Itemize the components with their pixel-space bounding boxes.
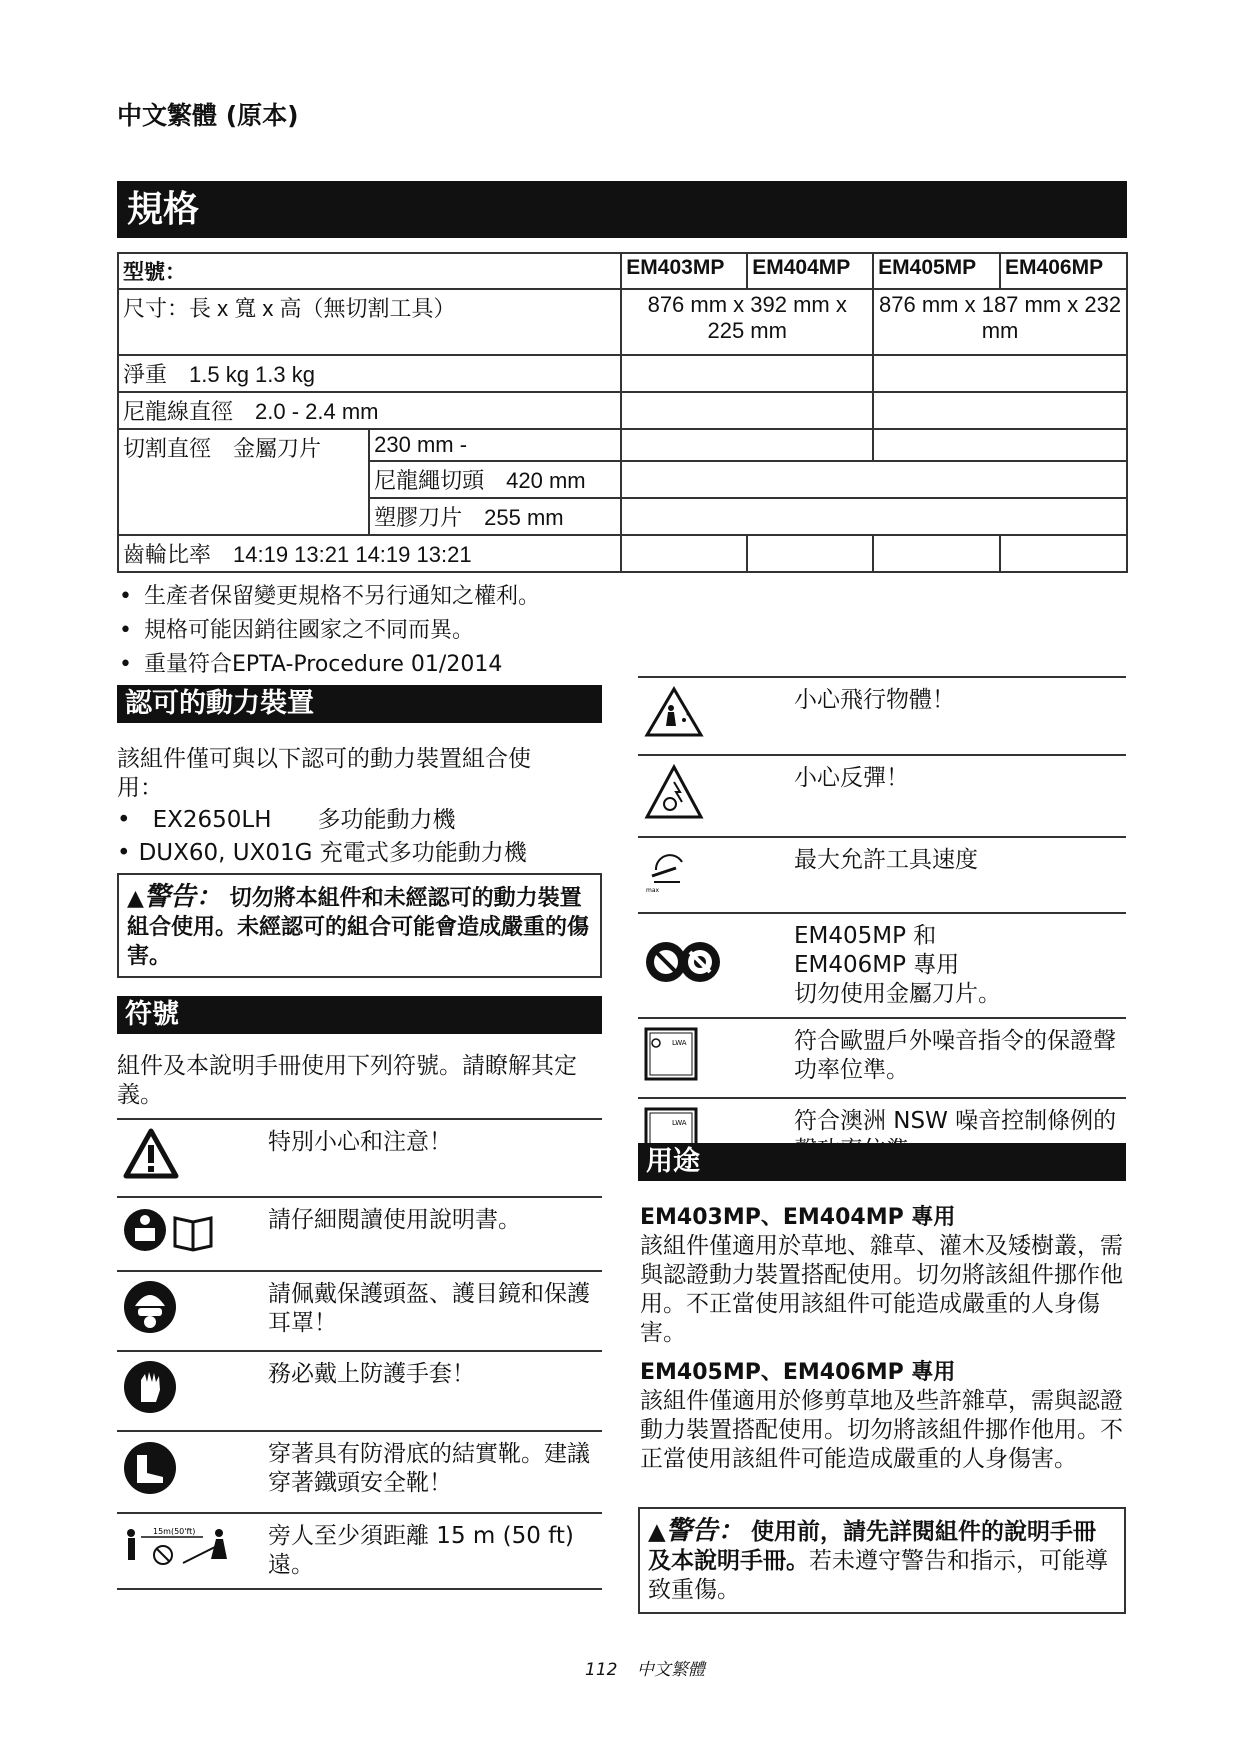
svg-text:max: max	[646, 887, 660, 894]
eu-noise-level-icon	[638, 1018, 788, 1098]
warning-icon: ▲	[127, 886, 144, 911]
symbol-text: 符合澳洲 NSW 噪音控制條例的	[788, 1098, 1126, 1178]
usage-sub1: EM403MP、EM404MP 專用	[640, 1205, 956, 1230]
spec-table	[117, 252, 1128, 573]
table-row	[118, 355, 1127, 392]
warning-text: 切勿將本組件和未經認可的動力裝置組合使用。未經認可的組合可能會造成嚴重的傷害。	[127, 886, 590, 969]
cut-metal: 230 mm -	[369, 429, 621, 461]
table-row	[118, 289, 1127, 355]
list-item: • DUX60, UX01G 充電式多功能動力機	[117, 840, 527, 866]
model-em403: EM403MP	[621, 253, 747, 289]
warning-icon: ▲	[648, 1519, 666, 1545]
table-row	[638, 913, 1126, 1018]
cut-plastic: 塑膠刀片 255 mm	[369, 498, 621, 535]
warning-text: 若未遵守警告和指示，可能導致重傷。	[648, 1548, 1108, 1603]
approved-list	[117, 806, 597, 868]
page-number: 112	[585, 1660, 618, 1680]
table-row	[638, 1018, 1126, 1098]
protective-gloves-icon	[117, 1351, 262, 1431]
language-title: 中文繁體 (原本)	[117, 101, 299, 130]
symbol-text: 請佩戴保護頭盔、護目鏡和保護耳罩！	[262, 1271, 602, 1351]
symbol-text: EM405MP 和 EM406MP 專用 切勿使用金屬刀片。	[788, 913, 1126, 1018]
warning-word: 警告：	[665, 1516, 744, 1546]
net-weight: 淨重 1.5 kg 1.3 kg	[118, 355, 621, 392]
no-metal-blade-icon	[638, 913, 788, 1018]
symbol-text: 小心飛行物體！	[788, 677, 1126, 755]
table-row	[117, 1197, 602, 1271]
svg-text:LWA: LWA	[672, 1039, 687, 1047]
model-em406: EM406MP	[1000, 253, 1127, 289]
flying-objects-icon	[638, 677, 788, 755]
table-row	[638, 755, 1126, 837]
note-item: • 生產者保留變更規格不另行通知之權利。	[117, 580, 540, 614]
usage-warning-box	[638, 1507, 1126, 1614]
symbols-section-title: 符號	[117, 996, 602, 1034]
read-manual-icon	[117, 1197, 262, 1271]
symbol-text: 旁人至少須距離 15 m (50 ft) 遠。	[262, 1513, 602, 1589]
symbol-text: 最大允許工具速度	[788, 837, 1126, 913]
dimensions-label: 尺寸：長 x 寬 x 高（無切割工具）	[118, 289, 621, 355]
symbols-intro: 組件及本說明手冊使用下列符號。請瞭解其定義。	[117, 1053, 577, 1108]
note-item: • 重量符合EPTA-Procedure 01/2014	[117, 648, 540, 682]
kickback-icon	[638, 755, 788, 837]
model-em404: EM404MP	[747, 253, 873, 289]
usage-section-title: 用途	[638, 1143, 1126, 1181]
keep-distance-icon	[117, 1513, 262, 1589]
approved-section-title: 認可的動力裝置	[117, 685, 602, 723]
max-speed-icon	[638, 837, 788, 913]
gear-ratio: 齒輪比率 14:19 13:21 14:19 13:21	[118, 535, 621, 572]
symbol-text: 務必戴上防護手套！	[262, 1351, 602, 1431]
table-row	[118, 253, 1127, 289]
model-label: 型號：	[118, 253, 621, 289]
spec-notes	[117, 580, 540, 682]
table-row	[117, 1513, 602, 1589]
symbol-text: 穿著具有防滑底的結實靴。建議穿著鐵頭安全靴！	[262, 1431, 602, 1513]
symbol-text: 特別小心和注意！	[262, 1119, 602, 1197]
nylon-diameter: 尼龍線直徑 2.0 - 2.4 mm	[118, 392, 621, 429]
table-row	[118, 429, 1127, 461]
cut-diameter-label: 切割直徑 金屬刀片	[118, 429, 369, 535]
usage-sub2: EM405MP、EM406MP 專用	[640, 1360, 956, 1385]
helmet-goggles-ear-protection-icon	[117, 1271, 262, 1351]
usage-text2: 該組件僅適用於修剪草地及些許雜草，需與認證動力裝置搭配使用。切勿將該組件挪作他用。不正當使用該組件可能造成嚴重的人身傷害。	[640, 1388, 1123, 1472]
symbol-text: 符合歐盟戶外噪音指令的保證聲功率位準。	[788, 1018, 1126, 1098]
table-row	[117, 1431, 602, 1513]
cut-nylon: 尼龍繩切頭 420 mm	[369, 461, 621, 498]
warning-word: 警告：	[143, 882, 222, 912]
list-item: • EX2650LH 多功能動力機	[117, 807, 456, 833]
approved-warning-box	[117, 873, 602, 978]
table-row	[117, 1119, 602, 1197]
model-em405: EM405MP	[873, 253, 1000, 289]
note-item: • 規格可能因銷往國家之不同而異。	[117, 614, 540, 648]
svg-text:LWA: LWA	[672, 1119, 687, 1127]
table-row	[118, 392, 1127, 429]
symbols-table-right	[638, 676, 1126, 1179]
dimensions-value-a: 876 mm x 392 mm x 225 mm	[621, 289, 873, 355]
usage-text1: 該組件僅適用於草地、雜草、灌木及矮樹叢，需與認證動力裝置搭配使用。切勿將該組件挪作他用。不正當使用該組件可能造成嚴重的人身傷害。	[640, 1233, 1123, 1346]
table-row	[117, 1351, 602, 1431]
footer-language: 中文繁體	[636, 1660, 705, 1680]
table-row	[638, 837, 1126, 913]
symbols-table-left	[117, 1118, 602, 1590]
approved-intro: 該組件僅可與以下認可的動力裝置組合使用：	[117, 746, 531, 801]
distance-label: 15m(50'ft)	[153, 1527, 196, 1536]
table-row	[117, 1271, 602, 1351]
symbol-text: 請仔細閱讀使用說明書。	[262, 1197, 602, 1271]
table-row	[638, 677, 1126, 755]
table-row	[118, 535, 1127, 572]
symbol-text: 小心反彈！	[788, 755, 1126, 837]
dimensions-value-b: 876 mm x 187 mm x 232 mm	[873, 289, 1127, 355]
spec-section-title: 規格	[117, 181, 1127, 238]
warning-bold-text: 使用前，請先詳閱組件的說明手冊及本說明手冊。	[648, 1519, 1097, 1574]
safety-boots-icon	[117, 1431, 262, 1513]
caution-triangle-icon	[117, 1119, 262, 1197]
page-footer	[585, 1655, 705, 1680]
